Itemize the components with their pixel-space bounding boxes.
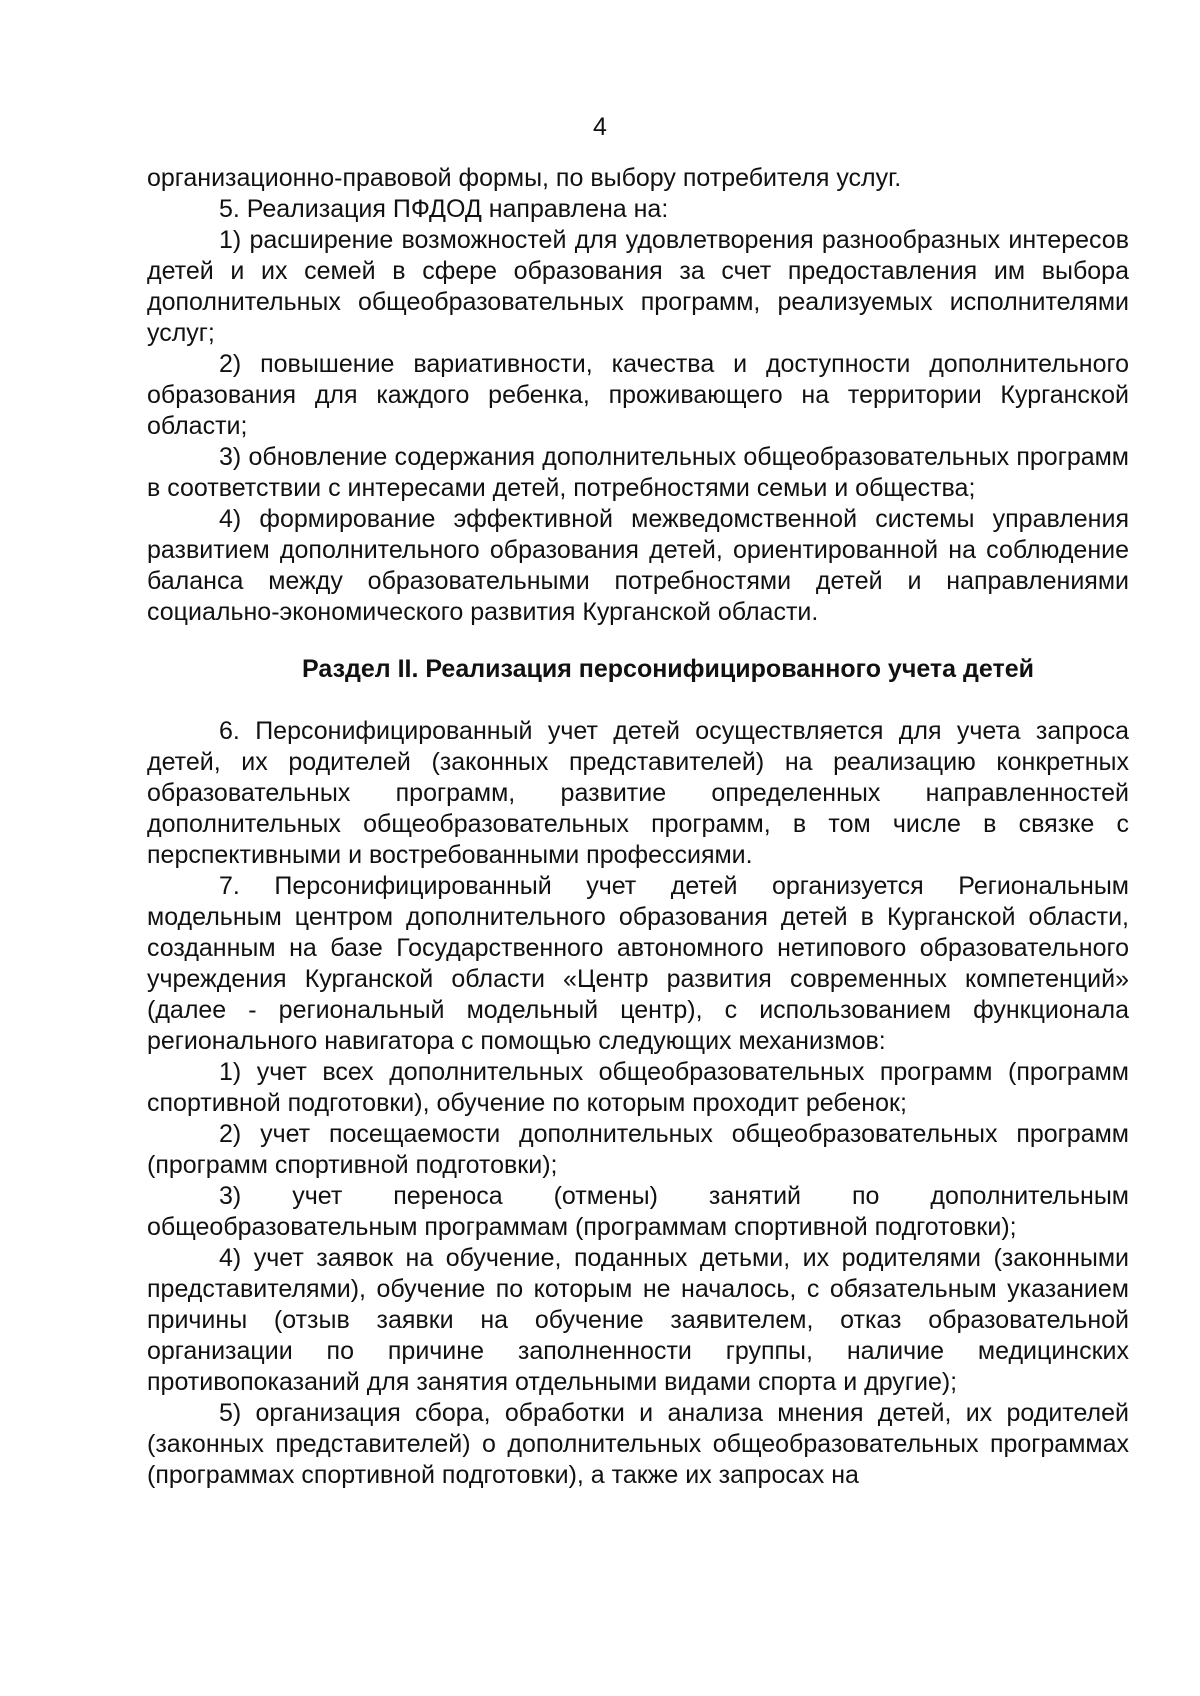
section-heading: Раздел II. Реализация персонифицированного учета детей <box>302 655 1034 683</box>
paragraph-subitem-2: 2) повышение вариативности, качества и доступности дополнительного образования для каждого ребенка, проживающего на территории Курганской области; <box>147 350 1129 440</box>
paragraph-subitem-4: 4) формирование эффективной межведомственной системы управления развитием дополнительного образования детей, ориентированной на соблюдение баланса между образовательными потребностями детей и направлениями социально-экономического развития Курганской области. <box>147 505 1129 626</box>
page-number: 4 <box>593 113 607 141</box>
paragraph-item-7: 7. Персонифицированный учет детей организуется Региональным модельным центром дополнительного образования детей в Курганской области, созданным на базе Государственного автономного нетипового образовательного учреждения Курганской области «Центр развития современных компетенций» (далее - региональный модельный центр), с использованием функционала регионального навигатора с помощью следующих механизмов: <box>147 872 1129 1055</box>
paragraph-subitem-4: 4) учет заявок на обучение, поданных детьми, их родителями (законными представителями), обучение по которым не началось, с обязательным указанием причины (отзыв заявки на обучение заявителем, отказ образовательной организации по причине заполненности группы, наличие медицинских противопоказаний для занятия отдельными видами спорта и другие); <box>147 1244 1129 1396</box>
paragraph-item-5: 5. Реализация ПФДОД направлена на: <box>219 195 669 223</box>
paragraph-item-6: 6. Персонифицированный учет детей осуществляется для учета запроса детей, их родителей (законных представителей) на реализацию конкретных образовательных программ, развитие определенных направленностей дополнительных общеобразовательных программ, в том числе в связке с перспективными и востребованными профессиями. <box>147 717 1129 869</box>
paragraph-subitem-1: 1) учет всех дополнительных общеобразовательных программ (программ спортивной подготовки), обучение по которым проходит ребенок; <box>147 1058 1129 1117</box>
paragraph-subitem-3: 3) обновление содержания дополнительных общеобразовательных программ в соответствии с интересами детей, потребностями семьи и общества; <box>147 443 1129 502</box>
paragraph-subitem-2: 2) учет посещаемости дополнительных общеобразовательных программ (программ спортивной подготовки); <box>147 1120 1129 1179</box>
paragraph: организационно-правовой формы, по выбору потребителя услуг. <box>147 164 902 192</box>
paragraphs-after-section <box>147 716 1129 1491</box>
paragraph-subitem-5: 5) организация сбора, обработки и анализа мнения детей, их родителей (законных представителей) о дополнительных общеобразовательных программах (программах спортивной подготовки), а также их запросах на <box>147 1399 1129 1489</box>
paragraphs-before-section <box>147 163 1129 628</box>
paragraph-subitem-3: 3) учет переноса (отмены) занятий по дополнительным общеобразовательным программам (программам спортивной подготовки); <box>147 1182 1129 1241</box>
paragraph-subitem-1: 1) расширение возможностей для удовлетворения разнообразных интересов детей и их семей в сфере образования за счет предоставления им выбора дополнительных общеобразовательных программ, реализуемых исполнителями услуг; <box>147 226 1129 347</box>
document-body <box>147 163 1129 1491</box>
